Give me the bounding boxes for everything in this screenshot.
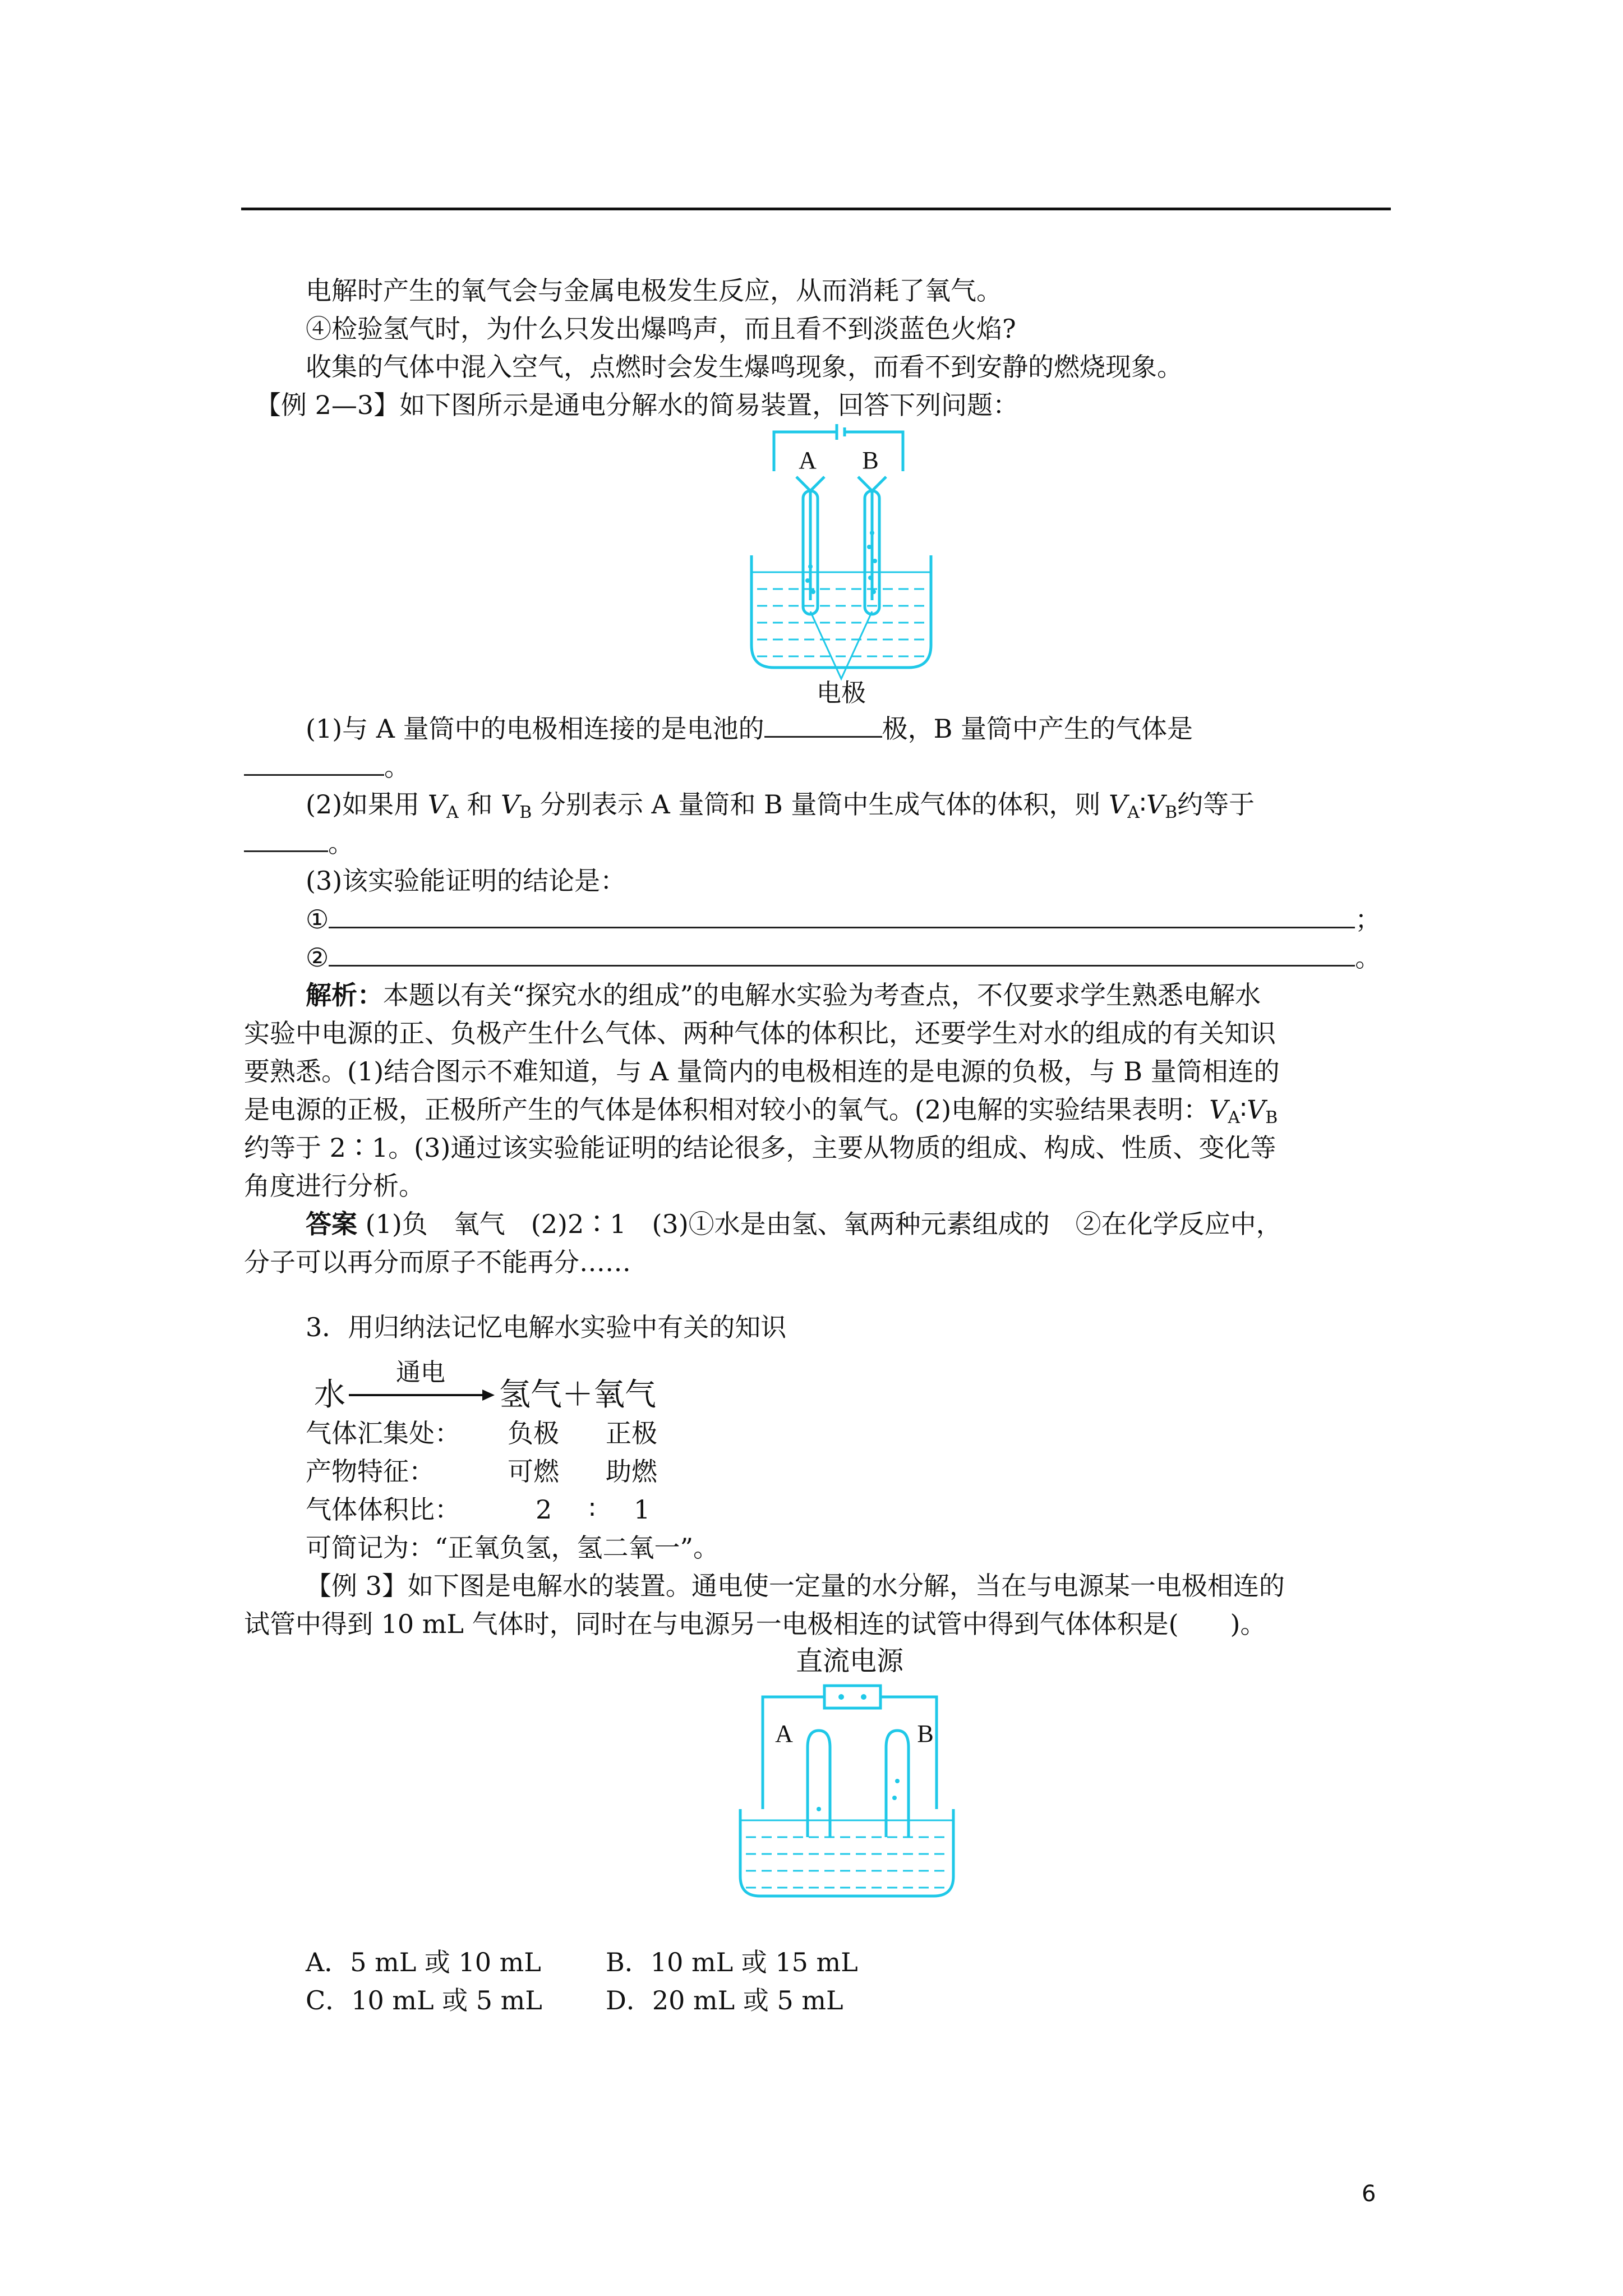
mnemonic: 可简记为：“正氧负氢，氢二氧一”。: [306, 1533, 720, 1563]
option-b[interactable]: B．10 mL 或 15 mL: [606, 1947, 858, 1977]
question-1-cont: [244, 749, 410, 784]
row-gas-collection-label: 气体汇集处：: [306, 1418, 460, 1448]
question-3: (3)该实验能证明的结论是：: [306, 866, 626, 896]
analysis-line-3: 要熟悉。(1)结合图示不难知道，与 A 量筒内的电极相连的是电源的负极，与 B 量筒相连的: [244, 1056, 1280, 1087]
subscript-b: B: [1265, 1108, 1278, 1128]
label-a: A: [799, 447, 817, 474]
section-3-title: 3．用归纳法记忆电解水实验中有关的知识: [306, 1312, 787, 1342]
analysis-line-5: 约等于 2∶1。(3)通过该实验能证明的结论很多，主要从物质的组成、构成、性质、变化等: [244, 1133, 1276, 1163]
products: 氢气＋氧气: [499, 1377, 656, 1413]
v-symbol: V: [1146, 789, 1165, 820]
punct: 。: [1355, 942, 1381, 973]
reaction-condition: 通电: [396, 1358, 445, 1387]
question-2: [306, 788, 1255, 830]
q2-text: (2)如果用: [306, 789, 420, 820]
row-volume-2: 2: [536, 1494, 552, 1525]
item-marker: ①: [306, 904, 329, 935]
conclusion-2: [306, 940, 1381, 974]
q1-text-2: 极，B 量筒中产生的气体是: [882, 714, 1193, 744]
punct: ；: [1355, 904, 1381, 935]
answer-blank[interactable]: [244, 749, 384, 776]
q2-text-3: 约等于: [1177, 789, 1255, 820]
analysis-label: 解析：: [306, 980, 383, 1010]
answer-label: 答案: [306, 1209, 357, 1239]
label-b: B: [917, 1720, 934, 1747]
text-line: 收集的气体中混入空气，点燃时会发生爆鸣现象，而看不到安静的燃烧现象。: [306, 352, 1183, 382]
row-product-supports: 助燃: [606, 1456, 657, 1487]
row-product-label: 产物特征：: [306, 1456, 435, 1487]
answer-line-2: 分子可以再分而原子不能再分……: [244, 1247, 631, 1277]
example-2-3-heading: 【例 2—3】如下图所示是通电分解水的简易装置，回答下列问题：: [255, 390, 1019, 420]
electrolysis-diagram-2: [729, 1641, 965, 1904]
v-symbol: V: [1209, 1094, 1228, 1125]
analysis-line-6: 角度进行分析。: [244, 1171, 425, 1201]
answer-line-1: [306, 1207, 1282, 1241]
v-symbol: V: [1247, 1094, 1266, 1125]
answer-text: (1)负 氧气 (2)2∶1 (3)①水是由氢、氧两种元素组成的 ②在化学反应中，: [365, 1209, 1282, 1239]
subscript-a: A: [1228, 1108, 1241, 1128]
answer-blank[interactable]: [329, 940, 1355, 967]
label-b: B: [862, 447, 879, 474]
ratio-colon: ∶: [1139, 789, 1146, 820]
conclusion-1: [306, 902, 1381, 936]
electrolysis-diagram-1: [740, 421, 942, 712]
punct: 。: [384, 752, 410, 782]
header-rule: [241, 208, 1391, 210]
option-a[interactable]: A．5 mL 或 10 mL: [306, 1947, 541, 1977]
subscript-a: A: [1127, 803, 1140, 822]
analysis-line-1: [306, 978, 1261, 1012]
answer-blank[interactable]: [244, 826, 328, 852]
electrode-label: 电极: [817, 679, 866, 707]
subscript-b: B: [519, 803, 532, 822]
row-product-combustible: 可燃: [508, 1456, 559, 1487]
v-symbol: V: [1109, 789, 1128, 820]
q2-text-2: 分别表示 A 量筒和 B 量筒中生成气体的体积，则: [540, 789, 1101, 820]
q2-and: 和: [467, 789, 493, 820]
row-volume-label: 气体体积比：: [306, 1494, 460, 1525]
subscript-b: B: [1165, 803, 1178, 822]
row-volume-1: 1: [634, 1494, 651, 1525]
question-1: [306, 711, 1193, 746]
q1-text: (1)与 A 量筒中的电极相连接的是电池的: [306, 714, 764, 744]
v-symbol: V: [500, 789, 520, 820]
label-a: A: [775, 1720, 793, 1747]
analysis-text: 本题以有关“探究水的组成”的电解水实验为考查点，不仅要求学生熟悉电解水: [383, 980, 1261, 1010]
answer-blank[interactable]: [764, 711, 882, 738]
question-4: ④检验氢气时，为什么只发出爆鸣声，而且看不到淡蓝色火焰?: [306, 314, 1016, 344]
punct: 。: [328, 828, 354, 858]
page-number: 6: [1362, 2181, 1376, 2207]
row-gas-collection-positive: 正极: [606, 1418, 657, 1448]
ratio-colon: ∶: [1240, 1094, 1247, 1125]
question-2-cont: [244, 826, 354, 860]
example-3-line-2: 试管中得到 10 mL 气体时，同时在与电源另一电极相连的试管中得到气体体积是( )。: [244, 1609, 1266, 1639]
analysis-line-2: 实验中电源的正、负极产生什么气体、两种气体的体积比，还要学生对水的组成的有关知识: [244, 1018, 1276, 1048]
subscript-a: A: [446, 803, 459, 822]
analysis-line-4: [244, 1093, 1278, 1135]
analysis-text: 是电源的正极，正极所产生的气体是体积相对较小的氧气。(2)电解的实验结果表明：: [244, 1094, 1210, 1125]
text-line: 电解时产生的氧气会与金属电极发生反应，从而消耗了氧气。: [306, 275, 1002, 306]
row-volume-colon: ∶: [589, 1494, 596, 1525]
example-3-line-1: 【例 3】如下图是电解水的装置。通电使一定量的水分解，当在与电源某一电极相连的: [306, 1571, 1285, 1601]
option-d[interactable]: D．20 mL 或 5 mL: [606, 1985, 843, 2016]
reaction-equation: [314, 1355, 684, 1416]
dc-power-title: 直流电源: [795, 1645, 904, 1677]
option-c[interactable]: C．10 mL 或 5 mL: [306, 1985, 542, 2016]
row-gas-collection-negative: 负极: [508, 1418, 559, 1448]
reactant-water: 水: [314, 1377, 345, 1413]
item-marker: ②: [306, 942, 329, 973]
answer-blank[interactable]: [329, 902, 1355, 928]
v-symbol: V: [427, 789, 447, 820]
